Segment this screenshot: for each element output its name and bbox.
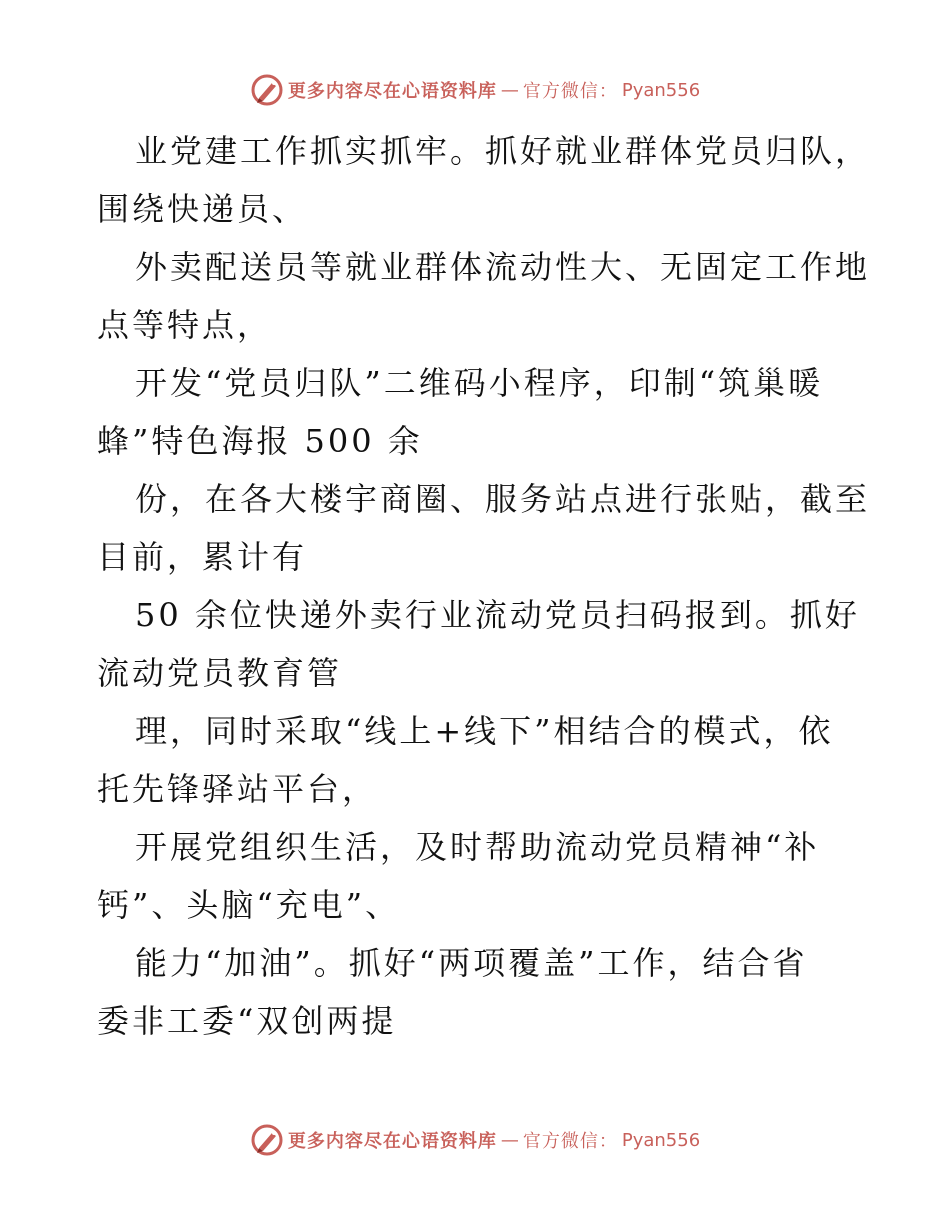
body-line: 理，同时采取“线上+线下”相结合的模式，依 <box>135 712 834 750</box>
body-line: 蜂”特色海报 500 余 <box>97 422 423 460</box>
body-line: 能力“加油”。抓好“两项覆盖”工作，结合省 <box>135 944 808 982</box>
footer-banner-id: Pyan556 <box>621 1129 701 1151</box>
body-line: 托先锋驿站平台， <box>97 770 378 808</box>
body-text <box>97 122 871 1050</box>
footer-banner-main: 更多内容尽在心语资料库 <box>287 1131 497 1152</box>
header-banner-official: 官方微信： <box>522 81 618 102</box>
footer-banner-content <box>250 1123 700 1157</box>
body-line: 份，在各大楼宇商圈、服务站点进行张贴，截至 <box>135 480 871 518</box>
header-banner-id: Pyan556 <box>621 79 701 101</box>
footer-banner-official: 官方微信： <box>522 1131 618 1152</box>
pen-logo-icon <box>250 73 284 107</box>
body-line: 流动党员教育管 <box>97 654 343 692</box>
body-line: 外卖配送员等就业群体流动性大、无固定工作地 <box>135 248 871 286</box>
body-line: 目前，累计有 <box>97 538 308 576</box>
header-banner-content <box>250 73 700 107</box>
footer-banner <box>0 1120 950 1160</box>
body-line: 开展党组织生活，及时帮助流动党员精神“补 <box>135 828 820 866</box>
header-banner-main: 更多内容尽在心语资料库 <box>287 81 497 102</box>
footer-banner-sep: — <box>500 1129 519 1151</box>
body-line: 开发“党员归队”二维码小程序，印制“筑巢暖 <box>135 364 824 402</box>
header-banner <box>0 70 950 110</box>
body-line: 钙”、头脑“充电”、 <box>97 886 401 924</box>
body-line: 50 余位快递外卖行业流动党员扫码报到。抓好 <box>135 596 860 634</box>
header-banner-sep: — <box>500 79 519 101</box>
body-line: 点等特点， <box>97 306 273 344</box>
body-line: 委非工委“双创两提 <box>97 1002 397 1040</box>
pen-logo-icon <box>250 1123 284 1157</box>
body-line: 围绕快递员、 <box>97 190 308 228</box>
body-line: 业党建工作抓实抓牢。抓好就业群体党员归队， <box>135 132 871 170</box>
